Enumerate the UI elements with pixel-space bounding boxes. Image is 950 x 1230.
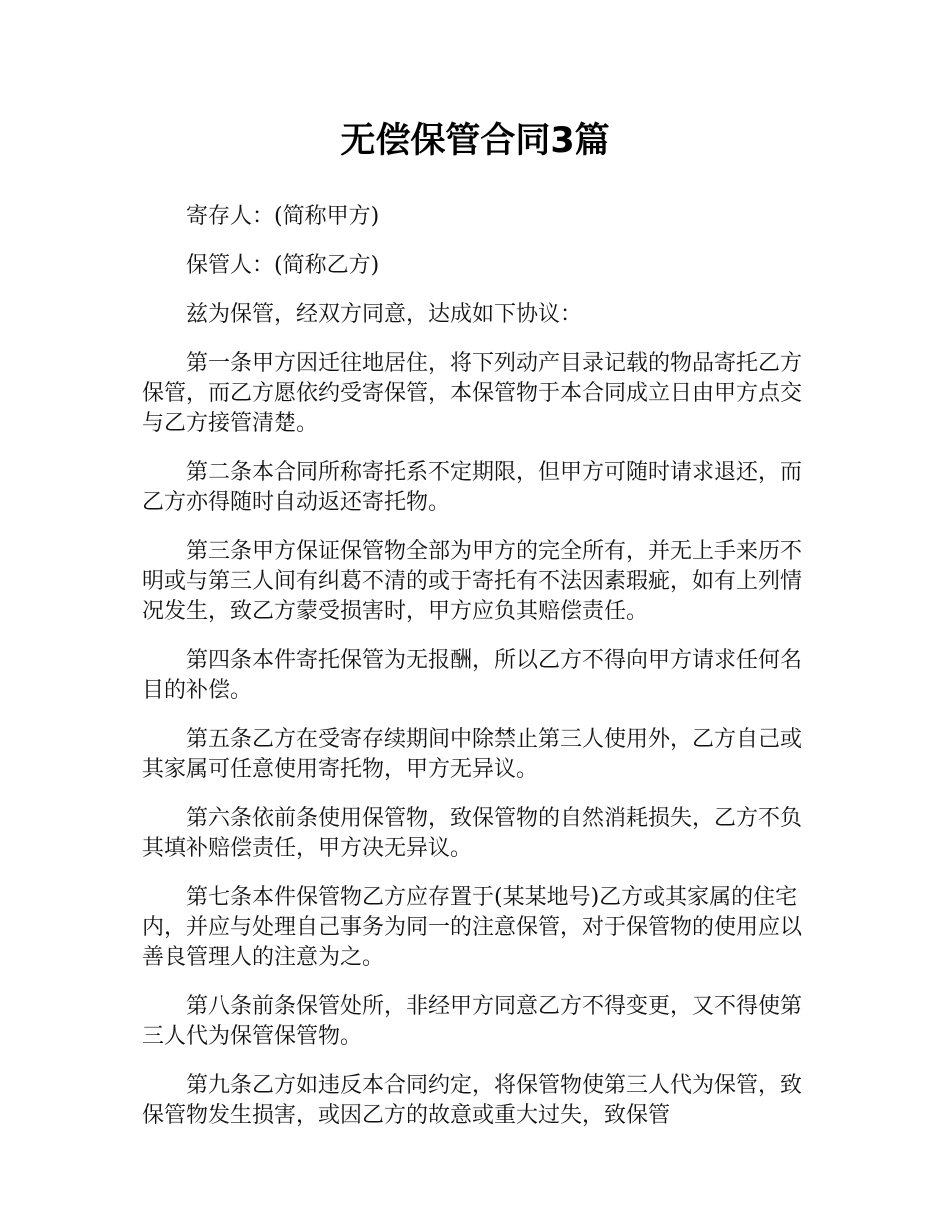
paragraph-article-8: 第八条前条保管处所，非经甲方同意乙方不得变更，又不得使第三人代为保管保管物。 — [142, 994, 803, 1049]
paragraph-article-4: 第四条本件寄托保管为无报酬，所以乙方不得向甲方请求任何名目的补偿。 — [142, 648, 803, 703]
paragraph-article-6: 第六条依前条使用保管物，致保管物的自然消耗损失，乙方不负其填补赔偿责任，甲方决无异议。 — [142, 806, 803, 861]
paragraph-article-5: 第五条乙方在受寄存续期间中除禁止第三人使用外，乙方自己或其家属可任意使用寄托物，甲方无异议。 — [142, 727, 803, 782]
document-body — [142, 202, 814, 1150]
paragraph-custodian: 保管人：(简称乙方) — [186, 253, 380, 278]
paragraph-article-3: 第三条甲方保证保管物全部为甲方的完全所有，并无上手来历不明或与第三人间有纠葛不清的或于寄托有不法因素瑕疵，如有上列情况发生，致乙方蒙受损害时，甲方应负其赔偿责任。 — [142, 539, 803, 624]
paragraph-article-2: 第二条本合同所称寄托系不定期限，但甲方可随时请求退还，而乙方亦得随时自动返还寄托物。 — [142, 460, 803, 515]
paragraph-article-1: 第一条甲方因迁往地居住，将下列动产目录记载的物品寄托乙方保管，而乙方愿依约受寄保管，本保管物于本合同成立日由甲方点交与乙方接管清楚。 — [142, 351, 803, 436]
paragraph-article-9: 第九条乙方如违反本合同约定，将保管物使第三人代为保管，致保管物发生损害，或因乙方的故意或重大过失，致保管 — [142, 1073, 803, 1128]
paragraph-preamble: 兹为保管，经双方同意，达成如下协议： — [186, 302, 583, 327]
document-title: 无偿保管合同3篇 — [340, 121, 610, 161]
paragraph-depositor: 寄存人：(简称甲方) — [186, 204, 380, 229]
paragraph-article-7: 第七条本件保管物乙方应存置于(某某地号)乙方或其家属的住宅内，并应与处理自己事务为同一的注意保管，对于保管物的使用应以善良管理人的注意为之。 — [142, 885, 803, 970]
